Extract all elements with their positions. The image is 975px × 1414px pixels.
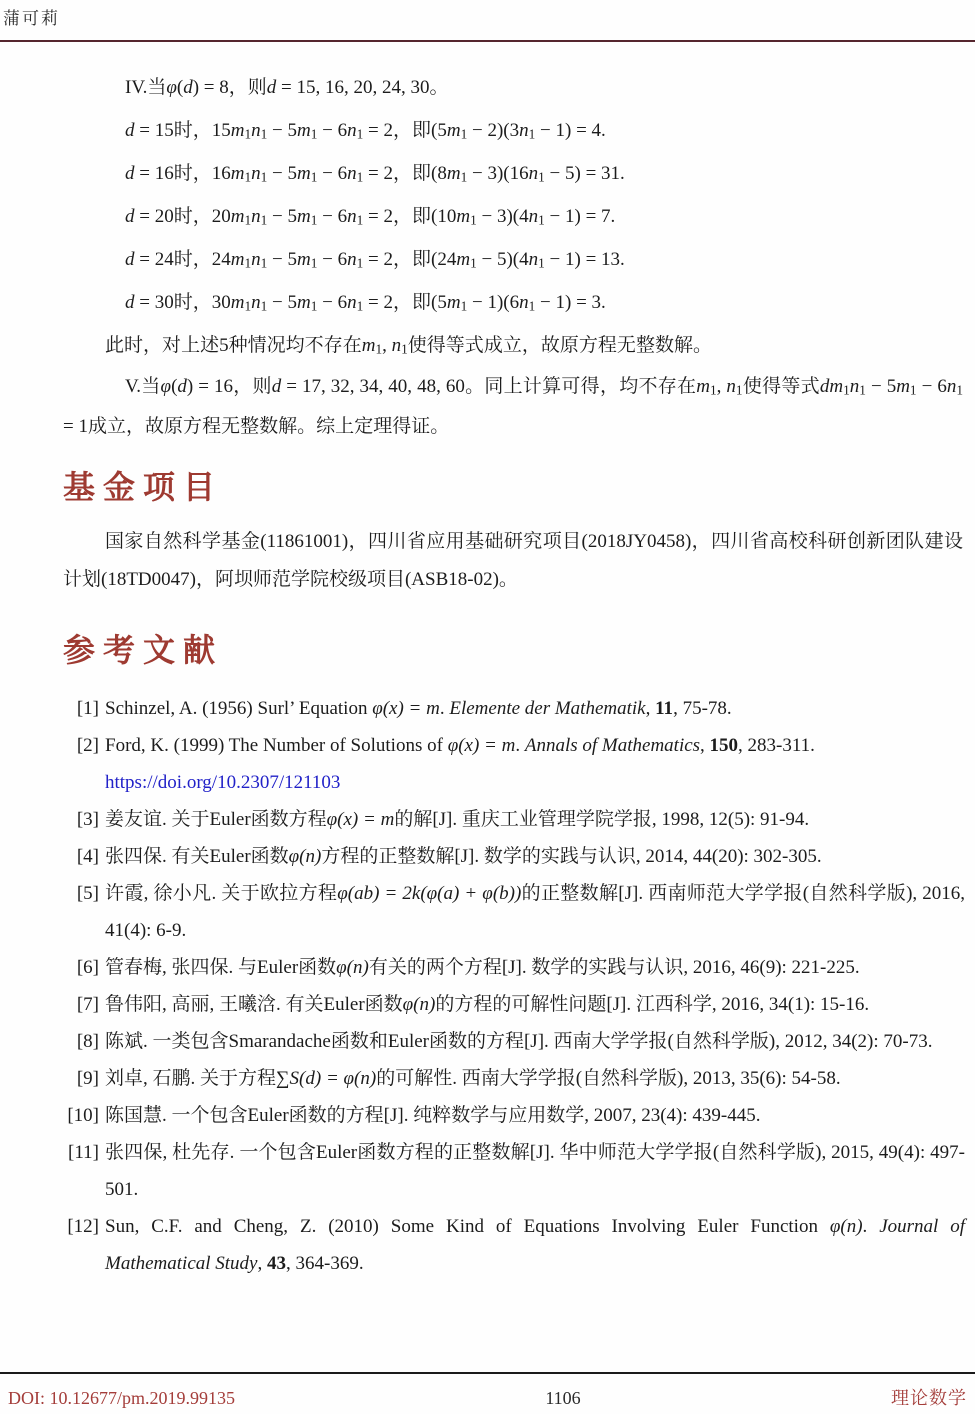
text-segment: φ(x) = m — [447, 735, 516, 756]
text-segment: 43 — [267, 1253, 286, 1274]
reference-number: [3] — [76, 809, 99, 830]
reference-number: [1] — [76, 698, 99, 719]
reference-number: [7] — [76, 994, 99, 1015]
text-segment: 姜友谊. 关于Euler函数方程 — [105, 809, 327, 830]
text-segment: , — [700, 735, 710, 756]
text-segment: Journal of Mathematical Study — [105, 1216, 965, 1274]
reference-item-2 — [63, 727, 965, 801]
text-segment: 有关的两个方程[J]. 数学的实践与认识, 2016, 46(9): 221-225. — [368, 957, 860, 978]
reference-text — [105, 1208, 965, 1282]
reference-text — [105, 949, 965, 986]
case-iv-intro: IV.当φ(d) = 8，则d = 15, 16, 20, 24, 30。 — [125, 77, 449, 98]
reference-text — [105, 1134, 965, 1208]
footer — [8, 1384, 967, 1410]
text-segment: . — [862, 1216, 880, 1237]
reference-text — [105, 727, 965, 801]
text-segment: , — [645, 698, 656, 719]
text-segment: φ(n) — [336, 957, 369, 978]
text-segment: 管春梅, 张四保. 与Euler函数 — [105, 957, 337, 978]
case-iv-conclusion: 此时，对上述5种情况均不存在$m_1$, $n_1$使得等式成立，故原方程无整数解。 — [105, 335, 712, 357]
reference-number: [8] — [76, 1031, 99, 1052]
text-segment: 鲁伟阳, 高丽, 王曦浛. 有关Euler函数 — [105, 994, 403, 1015]
equation-line-d24: d = 24时，$24m_1n_1 - 5m_1 - 6n_1 = 2$，即$(24m_1 - 5)(4n_1 - 1) = 13$. — [125, 249, 625, 271]
reference-item-1 — [63, 690, 965, 727]
footer-doi-link[interactable]: DOI: 10.12677/pm.2019.99135 — [8, 1388, 235, 1408]
reference-text — [105, 1097, 965, 1134]
reference-number: [6] — [76, 957, 99, 978]
reference-item-10 — [63, 1097, 965, 1134]
text-segment: S(d) = φ(n) — [289, 1068, 377, 1089]
funding-paragraph: 国家自然科学基金(11861001)，四川省应用基础研究项目(2018JY0458)，四川省高校科研创新团队建设计划(18TD0047)，阿坝师范学院校级项目(ASB18-02)。 — [63, 531, 963, 590]
header-rule — [0, 40, 975, 42]
text-segment: , 75-78. — [673, 698, 732, 719]
equation-line-d16: d = 16时，$16m_1n_1 - 5m_1 - 6n_1 = 2$，即$(8m_1 - 3)(16n_1 - 5) = 31$. — [125, 163, 625, 185]
reference-text — [105, 875, 965, 949]
equation-line-d20: d = 20时，$20m_1n_1 - 5m_1 - 6n_1 = 2$，即$(10m_1 - 3)(4n_1 - 1) = 7$. — [125, 206, 616, 228]
text-segment: . — [515, 735, 525, 756]
reference-number: [10] — [67, 1105, 99, 1126]
text-segment: 的可解性. 西南大学学报(自然科学版), 2013, 35(6): 54-58. — [376, 1068, 841, 1089]
equation-line-d15: d = 15时，$15m_1n_1 - 5m_1 - 6n_1 = 2$，即$(5m_1 - 2)(3n_1 - 1) = 4$. — [125, 120, 606, 142]
text-segment: , 364-369. — [286, 1253, 364, 1274]
text-segment: . — [439, 698, 450, 719]
text-segment: , 283-311. — [738, 735, 815, 756]
doi-link[interactable]: https://doi.org/10.2307/121103 — [105, 772, 341, 793]
reference-text — [105, 986, 965, 1023]
text-segment: 的方程的可解性问题[J]. 江西科学, 2016, 34(1): 15-16. — [435, 994, 870, 1015]
reference-text — [105, 1023, 965, 1060]
reference-text — [105, 838, 965, 875]
reference-item-4 — [63, 838, 965, 875]
reference-item-7 — [63, 986, 965, 1023]
text-segment: φ(ab) = 2k(φ(a) + φ(b)) — [337, 883, 522, 904]
text-segment: 张四保. 有关Euler函数 — [105, 846, 289, 867]
text-segment: Ford, K. (1999) The Number of Solutions of — [105, 735, 448, 756]
reference-item-6 — [63, 949, 965, 986]
text-segment: Schinzel, A. (1956) Surl’ Equation — [105, 698, 373, 719]
reference-number: [5] — [76, 883, 99, 904]
section-title-funding: 基金项目 — [63, 469, 224, 505]
text-segment: 方程的正整数解[J]. 数学的实践与认识, 2014, 44(20): 302-305. — [321, 846, 822, 867]
text-segment: 150 — [709, 735, 739, 756]
reference-item-8 — [63, 1023, 965, 1060]
reference-number: [4] — [76, 846, 99, 867]
text-segment: φ(n) — [829, 1216, 863, 1237]
text-segment: φ(n) — [402, 994, 436, 1015]
footer-page-number: 1106 — [545, 1388, 581, 1408]
text-segment: Annals of Mathematics — [524, 735, 701, 756]
text-segment: 张四保, 杜先存. 一个包含Euler函数方程的正整数解[J]. 华中师范大学学报(自然科学版), 2015, 49(4): 497-501. — [105, 1142, 965, 1200]
text-segment: , — [257, 1253, 267, 1274]
text-segment: 的解[J]. 重庆工业管理学院学报, 1998, 12(5): 91-94. — [394, 809, 810, 830]
text-segment: 的正整数解[J]. 西南师范大学学报(自然科学版), 2016, 41(4): 6-9. — [105, 883, 965, 941]
text-segment: 陈斌. 一类包含Smarandache函数和Euler函数的方程[J]. 西南大学学报(自然科学版), 2012, 34(2): 70-73. — [105, 1031, 933, 1052]
reference-number: [2] — [76, 735, 99, 756]
case-v-paragraph: V.当φ(d) = 16，则d = 17, 32, 34, 40, 48, 60。同上计算可得，均不存在$m_1$, $n_1$使得等式$dm_1n_1 - 5m_1 - 6n_1 = 1$成立，故原方程无整数解。综上定理得证。 — [63, 376, 963, 437]
footer-journal-name: 理论数学 — [891, 1388, 967, 1408]
reference-item-12 — [63, 1208, 965, 1282]
text-segment: 陈国慧. 一个包含Euler函数的方程[J]. 纯粹数学与应用数学, 2007, 23(4): 439-445. — [105, 1105, 761, 1126]
reference-item-3 — [63, 801, 965, 838]
footer-rule — [0, 1372, 975, 1374]
reference-item-5 — [63, 875, 965, 949]
running-head-author: 蒲可莉 — [3, 9, 60, 28]
reference-text — [105, 1060, 965, 1097]
reference-text — [105, 801, 965, 838]
text-segment: Elemente der Mathematik — [449, 698, 646, 719]
text-segment: φ(x) = m — [326, 809, 395, 830]
equation-line-d30: d = 30时，$30m_1n_1 - 5m_1 - 6n_1 = 2$，即$(5m_1 - 1)(6n_1 - 1) = 3$. — [125, 292, 606, 314]
text-segment: Sun, C.F. and Cheng, Z. (2010) Some Kind of Equations Involving Euler Function — [105, 1216, 830, 1237]
references-list — [63, 690, 965, 1282]
text-segment: φ(x) = m — [372, 698, 440, 719]
reference-item-9 — [63, 1060, 965, 1097]
text-segment: 许霞, 徐小凡. 关于欧拉方程 — [105, 883, 338, 904]
text-segment: 刘卓, 石鹏. 关于方程∑ — [105, 1068, 290, 1089]
text-segment: 11 — [655, 698, 674, 719]
reference-text — [105, 690, 965, 727]
reference-number: [11] — [68, 1142, 99, 1163]
reference-number: [12] — [67, 1216, 99, 1237]
reference-number: [9] — [76, 1068, 99, 1089]
reference-item-11 — [63, 1134, 965, 1208]
main-content — [63, 66, 963, 447]
text-segment: φ(n) — [288, 846, 322, 867]
section-title-references: 参考文献 — [63, 632, 224, 668]
